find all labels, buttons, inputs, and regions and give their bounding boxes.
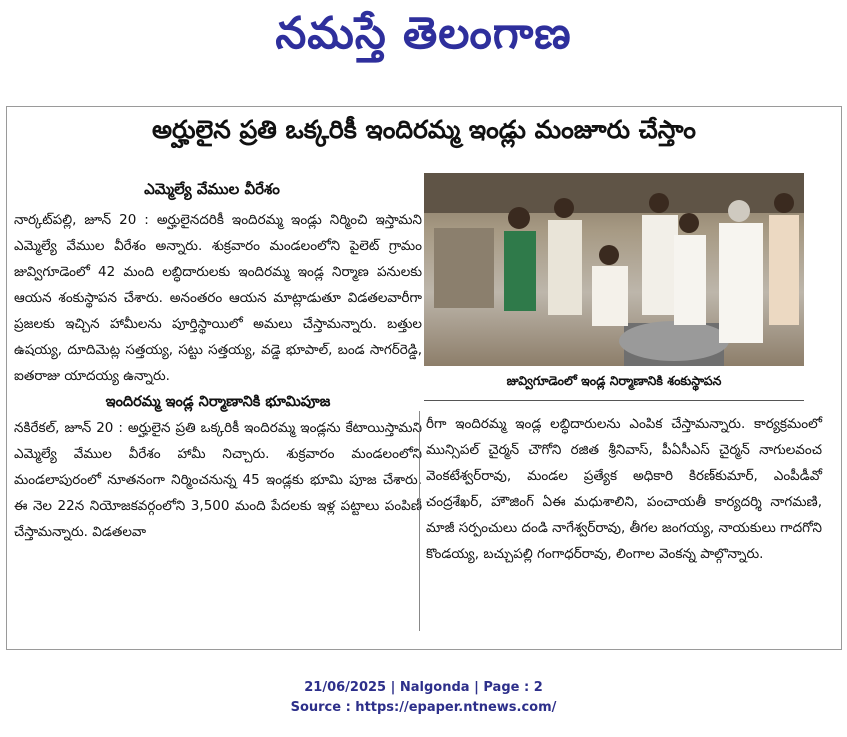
article-headline: అర్హులైన ప్రతి ఒక్కరికీ ఇందిరమ్మ ఇండ్లు మంజూరు చేస్తాం bbox=[152, 115, 696, 144]
article-byline: ఎమ్మెల్యే వేముల వీరేశం bbox=[144, 180, 280, 198]
article-subhead: ఇందిరమ్మ ఇండ్ల నిర్మాణానికి భూమిపూజ bbox=[105, 394, 331, 410]
news-clipping bbox=[6, 106, 842, 650]
article-paragraph: నార్కట్‌పల్లి, జూన్ 20 : అర్హులైనదరికీ ఇందిరమ్మ ఇండ్లు నిర్మించి ఇస్తామని ఎమ్మెల్యే వేముల వీరేశం అన్నారు. శుక్రవారం మండలంలోని పైలెట్ గ్రామం జువ్విగూడెంలో 42 మంది లబ్ధిదారులకు ఇందిరమ్మ ఇండ్ల నిర్మాణ పనులకు ఆయన శంకుస్థాపన చేశారు. అనంతరం ఆయన మాట్లాడుతూ విడతలవారీగా ప్రజలకు ఇచ్చిన హామీలను పూర్తిస్థాయిలో అమలు చేస్తామన్నారు. బత్తుల ఉషయ్య, దూదిమెట్ల సత్తయ్య, సట్టు సత్తయ్య, వడ్డె భూపాల్, బండ సాగర్‌రెడ్డి, ఐతరాజు యాదయ్య ఉన్నారు. bbox=[14, 212, 422, 384]
article-paragraph: నకిరేకల్, జూన్ 20 : అర్హులైన ప్రతి ఒక్కరికీ ఇందిరమ్మ ఇండ్లను కేటాయిస్తామని ఎమ్మెల్యే వేముల వీరేశం హామీ నిచ్చారు. శుక్రవారం మండలంలోని మండలాపురంలో నూతనంగా నిర్మించనున్న 45 ఇండ్లకు భూమి పూజ చేశారు. ఈ నెల 22న నియోజకవర్గంలోని 3,500 మంది పేదలకు ఇళ్ల పట్టాలు పంపిణీ చేస్తామన్నారు. విడతలవా bbox=[14, 420, 422, 540]
photo-caption: జువ్విగూడెంలో ఇండ్ల నిర్మాణానికి శంకుస్థాపన bbox=[506, 373, 722, 388]
left-column bbox=[14, 207, 422, 545]
masthead-title: నమస్తే తెలంగాణ bbox=[275, 8, 572, 59]
article-photo bbox=[424, 173, 804, 366]
right-column bbox=[419, 411, 822, 631]
source-link[interactable]: Source : https://epaper.ntnews.com/ bbox=[290, 700, 557, 715]
caption-divider bbox=[424, 400, 804, 401]
page-footer bbox=[0, 678, 847, 718]
article-paragraph: రీగా ఇందిరమ్మ ఇండ్ల లబ్ధిదారులను ఎంపిక చేస్తామన్నారు. కార్యక్రమంలో మున్సిపల్ చైర్మన్ చౌగోని రజిత శ్రీనివాస్, పీఏసీఎస్ చైర్మన్ నాగులవంచ వెంకటేశ్వర్‌రావు, మండల ప్రత్యేక అధికారి కిరణ్‌కుమార్, ఎంపీడీవో చంద్రశేఖర్, హౌజింగ్ ఏఈ మధుశాలిని, పంచాయతీ కార్యదర్శి నాగమణి, మాజీ సర్పంచులు దండి నాగేశ్వర్‌రావు, తీగల జంగయ్య, నాయకులు గాదగోని కొండయ్య, బచ్చుపల్లి గంగాధర్‌రావు, లింగాల వెంకన్న పాల్గొన్నారు. bbox=[426, 416, 822, 562]
edition-info: 21/06/2025 | Nalgonda | Page : 2 bbox=[304, 680, 543, 695]
